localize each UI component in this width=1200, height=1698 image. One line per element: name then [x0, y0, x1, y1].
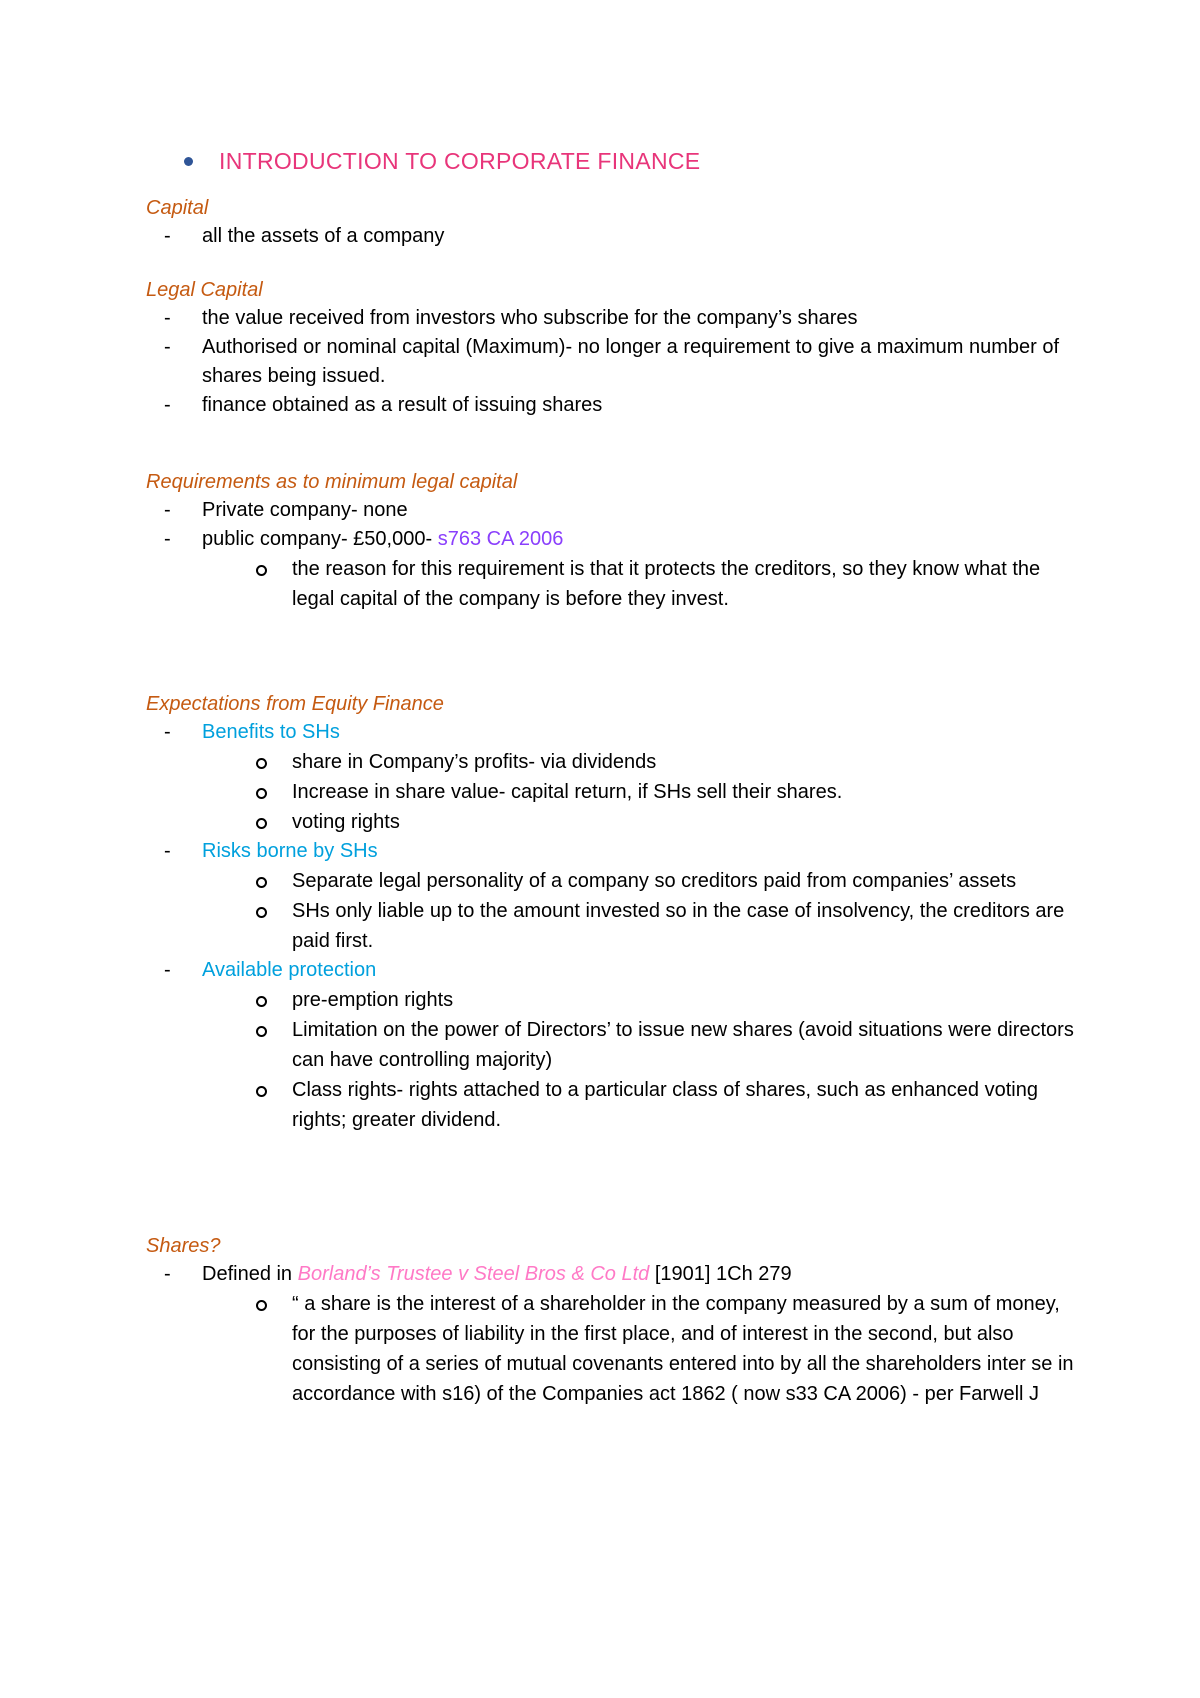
statute-reference: s763 CA 2006	[437, 528, 564, 550]
list-item: - Risks borne by SHs	[164, 840, 378, 862]
benefits-subheading: Benefits to SHs	[202, 721, 340, 743]
circle-bullet-icon	[256, 877, 267, 888]
sub-list-item: SHs only liable up to the amount invested so in the case of insolvency, the creditors are paid first.	[146, 896, 1086, 956]
list-item: - Available protection	[164, 959, 377, 981]
requirements-heading: Requirements as to minimum legal capital	[146, 471, 518, 493]
circle-bullet-icon	[256, 788, 267, 799]
circle-bullet-icon	[256, 818, 267, 829]
page-title: INTRODUCTION TO CORPORATE FINANCE	[219, 148, 701, 174]
sub-list-item: share in Company’s profits- via dividends	[146, 747, 1086, 777]
protection-subheading: Available protection	[202, 959, 377, 981]
list-item: - finance obtained as a result of issuing shares	[164, 394, 603, 416]
sub-list-item: voting rights	[146, 807, 1086, 837]
sub-list-item: Class rights- rights attached to a particular class of shares, such as enhanced voting rights; greater dividend.	[146, 1075, 1086, 1135]
equity-section	[146, 690, 1086, 1135]
shares-heading: Shares?	[146, 1235, 221, 1257]
circle-bullet-icon	[256, 996, 267, 1007]
capital-section	[146, 194, 1086, 251]
sub-list-item: the reason for this requirement is that it protects the creditors, so they know what the legal capital of the company is before they invest.	[146, 554, 1086, 614]
risks-subheading: Risks borne by SHs	[202, 840, 378, 862]
title-bullet-icon	[184, 157, 193, 166]
circle-bullet-icon	[256, 565, 267, 576]
circle-bullet-icon	[256, 1300, 267, 1311]
list-item: - public company- £50,000- s763 CA 2006	[164, 528, 564, 550]
list-item: - all the assets of a company	[164, 225, 445, 247]
list-item: - Private company- none	[164, 499, 408, 521]
equity-heading: Expectations from Equity Finance	[146, 693, 444, 715]
circle-bullet-icon	[256, 1026, 267, 1037]
list-item: - the value received from investors who subscribe for the company’s shares	[164, 307, 858, 329]
circle-bullet-icon	[256, 758, 267, 769]
requirements-section	[146, 468, 1086, 614]
title-row	[184, 148, 700, 175]
list-item: - Benefits to SHs	[164, 721, 340, 743]
circle-bullet-icon	[256, 907, 267, 918]
sub-list-item: Separate legal personality of a company so creditors paid from companies’ assets	[146, 866, 1086, 896]
sub-list-item: “ a share is the interest of a shareholder in the company measured by a sum of money, for the purposes of liability in the first place, and of interest in the second, but also consisting of a series of mutual covenants entered into by all the shareholders inter se in accordance with s16) of the Companies act 1862 ( now s33 CA 2006) - per Farwell J	[146, 1289, 1086, 1409]
list-item: - Authorised or nominal capital (Maximum)- no longer a requirement to give a maximum number of shares being issued.	[164, 336, 1060, 387]
legal-capital-heading: Legal Capital	[146, 279, 263, 301]
list-item: - Defined in Borland’s Trustee v Steel Bros & Co Ltd [1901] 1Ch 279	[164, 1263, 792, 1285]
legal-capital-section	[146, 276, 1086, 420]
sub-list-item: Limitation on the power of Directors’ to issue new shares (avoid situations were directors can have controlling majority)	[146, 1015, 1086, 1075]
sub-list-item: pre-emption rights	[146, 985, 1086, 1015]
circle-bullet-icon	[256, 1086, 267, 1097]
case-name: Borland’s Trustee v Steel Bros & Co Ltd	[297, 1263, 650, 1285]
shares-section	[146, 1232, 1086, 1409]
capital-heading: Capital	[146, 197, 209, 219]
sub-list-item: Increase in share value- capital return, if SHs sell their shares.	[146, 777, 1086, 807]
